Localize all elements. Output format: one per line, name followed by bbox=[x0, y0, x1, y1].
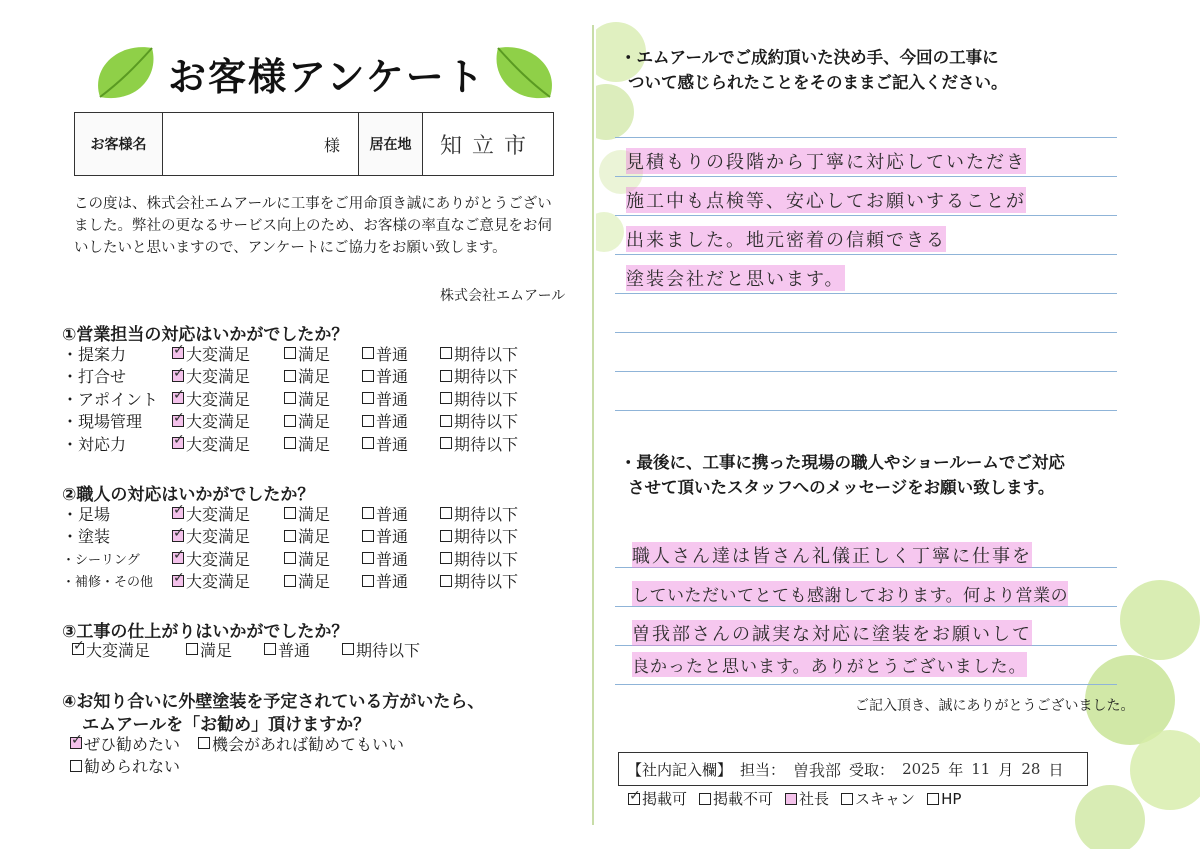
rating-option[interactable] bbox=[362, 502, 440, 525]
option-label: 普通 bbox=[376, 389, 409, 409]
option-label: ぜひ勧めたい bbox=[84, 734, 181, 754]
q2-title: ②職人の対応はいかがでしたか？ bbox=[62, 485, 315, 505]
row-label: ・シーリング bbox=[62, 552, 140, 568]
checked-checkbox[interactable] bbox=[70, 737, 82, 749]
checked-checkbox[interactable] bbox=[72, 643, 84, 655]
residence-label: 居在地 bbox=[359, 113, 423, 175]
office-flag[interactable] bbox=[628, 788, 687, 809]
rating-row bbox=[62, 547, 540, 570]
option-label: 期待以下 bbox=[454, 504, 519, 524]
checkbox[interactable] bbox=[362, 552, 374, 564]
option-label: 普通 bbox=[376, 434, 409, 454]
staff-value[interactable]: 曽我部 bbox=[793, 760, 842, 780]
checkbox[interactable] bbox=[362, 392, 374, 404]
row-label: ・打合せ bbox=[62, 367, 127, 387]
rating-row bbox=[62, 432, 540, 455]
checked-checkbox[interactable] bbox=[172, 530, 184, 542]
company-name: 株式会社エムアール bbox=[440, 288, 566, 304]
rating-option[interactable] bbox=[440, 387, 540, 410]
rating-option[interactable] bbox=[72, 638, 186, 661]
rating-option[interactable] bbox=[284, 569, 362, 592]
option-label: 期待以下 bbox=[454, 389, 519, 409]
option-label: 期待以下 bbox=[454, 527, 519, 547]
option-label: 大変満足 bbox=[186, 389, 251, 409]
rating-option[interactable] bbox=[186, 638, 264, 661]
q3-title: ③工事の仕上がりはいかがでしたか？ bbox=[62, 622, 349, 642]
q1-title: ①営業担当の対応はいかがでしたか？ bbox=[62, 325, 349, 345]
rating-option[interactable] bbox=[284, 409, 362, 432]
row-label: ・対応力 bbox=[62, 434, 127, 454]
rating-option[interactable] bbox=[440, 409, 540, 432]
q4-title-line1: ④お知り合いに外壁塗装を予定されている方がいたら、 bbox=[62, 692, 485, 712]
flag-label: 掲載不可 bbox=[713, 790, 774, 808]
checkbox[interactable] bbox=[362, 530, 374, 542]
month-unit: 月 bbox=[998, 760, 1014, 779]
row-label: ・提案力 bbox=[62, 344, 127, 364]
q6-answer-line: 職人さん達は皆さん礼儀正しく丁寧に仕事を bbox=[632, 542, 1032, 568]
option-label: 満足 bbox=[298, 527, 331, 547]
rating-row bbox=[62, 570, 540, 593]
rating-option[interactable] bbox=[440, 524, 540, 547]
rating-option[interactable] bbox=[362, 547, 440, 570]
rating-option[interactable] bbox=[362, 569, 440, 592]
option-label: 期待以下 bbox=[454, 344, 519, 364]
checkbox[interactable] bbox=[362, 415, 374, 427]
rating-option[interactable] bbox=[440, 547, 540, 570]
rating-option[interactable] bbox=[284, 547, 362, 570]
checked-checkbox[interactable] bbox=[172, 370, 184, 382]
option-label: 大変満足 bbox=[186, 549, 251, 569]
checkbox[interactable] bbox=[284, 347, 296, 359]
checkbox[interactable] bbox=[699, 793, 711, 805]
name-field[interactable] bbox=[163, 113, 359, 175]
rating-row bbox=[62, 365, 540, 388]
checked-checkbox[interactable] bbox=[172, 347, 184, 359]
option-label: 大変満足 bbox=[186, 344, 251, 364]
year-unit: 年 bbox=[948, 760, 964, 779]
flag-label: HP bbox=[941, 789, 962, 808]
rating-option[interactable] bbox=[284, 502, 362, 525]
checkbox[interactable] bbox=[70, 760, 82, 772]
recommend-option[interactable] bbox=[70, 754, 180, 777]
rating-option[interactable] bbox=[284, 387, 362, 410]
option-label: 期待以下 bbox=[454, 367, 519, 387]
rating-option[interactable] bbox=[440, 569, 540, 592]
q5-answer-line: 塗装会社だと思います。 bbox=[626, 265, 845, 291]
q6-title-line1: ・最後に、工事に携った現場の職人やショールームでご対応 bbox=[620, 453, 1065, 472]
q3-row bbox=[72, 638, 442, 661]
checked-checkbox[interactable] bbox=[172, 552, 184, 564]
option-label: 普通 bbox=[376, 367, 409, 387]
q5-title-line1: ・エムアールでご成約頂いた決め手、今回の工事に bbox=[620, 48, 999, 67]
q5-answer-line: 見積もりの段階から丁寧に対応していただき bbox=[626, 148, 1026, 174]
flag-label: スキャン bbox=[855, 790, 916, 808]
intro-text: この度は、株式会社エムアールに工事をご用命頂き誠にありがとうございました。弊社の更なるサービス向上のため、お客様の率直なご意見をお伺いしたいと思いますので、アンケートにご協力をお願い致します。 bbox=[74, 196, 552, 256]
office-flag[interactable] bbox=[841, 788, 915, 809]
option-label: 満足 bbox=[298, 434, 331, 454]
checked-checkbox[interactable] bbox=[172, 415, 184, 427]
date-year[interactable]: 2025 bbox=[902, 760, 941, 778]
q5-title-line2: ついて感じられたことをそのままご記入ください。 bbox=[628, 73, 1008, 92]
q4-title-line2: エムアールを「お勧め」頂けますか？ bbox=[82, 715, 371, 735]
day-unit: 日 bbox=[1048, 760, 1064, 779]
office-flag[interactable] bbox=[785, 788, 829, 809]
received-label: 受取： bbox=[849, 760, 895, 779]
rating-option[interactable] bbox=[284, 364, 362, 387]
q6-answer-line: 良かったと思います。ありがとうございました。 bbox=[632, 652, 1027, 677]
office-flags bbox=[628, 788, 961, 809]
checkbox[interactable] bbox=[440, 437, 452, 449]
option-label: 満足 bbox=[298, 504, 331, 524]
rating-option[interactable] bbox=[172, 569, 284, 592]
office-flag[interactable] bbox=[927, 788, 961, 809]
rating-option[interactable] bbox=[440, 502, 540, 525]
option-label: 普通 bbox=[376, 549, 409, 569]
option-label: 満足 bbox=[298, 549, 331, 569]
checked-checkbox[interactable] bbox=[172, 437, 184, 449]
checkbox[interactable] bbox=[440, 530, 452, 542]
option-label: 大変満足 bbox=[186, 412, 251, 432]
q5-answer-line: 出来ました。地元密着の信頼できる bbox=[626, 226, 946, 252]
rating-option[interactable] bbox=[342, 638, 442, 661]
option-label: 期待以下 bbox=[454, 572, 519, 592]
checkbox[interactable] bbox=[362, 507, 374, 519]
checkbox[interactable] bbox=[284, 437, 296, 449]
option-label: 大変満足 bbox=[186, 367, 251, 387]
rating-option[interactable] bbox=[362, 524, 440, 547]
option-label: 満足 bbox=[298, 367, 331, 387]
row-label: ・アポイント bbox=[62, 389, 159, 409]
option-label: 大変満足 bbox=[86, 640, 151, 660]
checkbox[interactable] bbox=[440, 507, 452, 519]
rating-option[interactable] bbox=[362, 409, 440, 432]
rating-row bbox=[62, 342, 540, 365]
rating-option[interactable] bbox=[284, 342, 362, 365]
option-label: 満足 bbox=[298, 389, 331, 409]
checked-checkbox[interactable] bbox=[628, 793, 640, 805]
checked-checkbox[interactable] bbox=[172, 392, 184, 404]
checkbox[interactable] bbox=[440, 347, 452, 359]
option-label: 普通 bbox=[376, 412, 409, 432]
checkbox[interactable] bbox=[362, 347, 374, 359]
checkbox[interactable] bbox=[342, 643, 354, 655]
q4-options bbox=[70, 732, 422, 777]
q5-answer-line: 施工中も点検等、安心してお願いすることが bbox=[626, 187, 1026, 213]
checkbox[interactable] bbox=[284, 392, 296, 404]
rating-option[interactable] bbox=[440, 342, 540, 365]
checkbox[interactable] bbox=[785, 793, 797, 805]
rating-row bbox=[62, 387, 540, 410]
q6-title-line2: させて頂いたスタッフへのメッセージをお願い致します。 bbox=[628, 478, 1055, 497]
name-suffix: 様 bbox=[323, 135, 340, 155]
rating-option[interactable] bbox=[172, 432, 284, 455]
rating-option[interactable] bbox=[362, 342, 440, 365]
checked-checkbox[interactable] bbox=[172, 507, 184, 519]
checkbox[interactable] bbox=[440, 575, 452, 587]
checkbox[interactable] bbox=[927, 793, 939, 805]
q6-answer-line: 曽我部さんの誠実な対応に塗装をお願いして bbox=[632, 620, 1032, 646]
recommend-option[interactable] bbox=[70, 732, 180, 755]
leaf-icon bbox=[490, 42, 560, 104]
option-label: 期待以下 bbox=[356, 640, 421, 660]
option-label: 満足 bbox=[298, 412, 331, 432]
option-label: 普通 bbox=[376, 527, 409, 547]
row-label: ・現場管理 bbox=[62, 412, 143, 432]
q1-rows bbox=[62, 342, 540, 455]
checkbox[interactable] bbox=[362, 370, 374, 382]
rating-option[interactable] bbox=[284, 524, 362, 547]
option-label: 満足 bbox=[200, 640, 233, 660]
rating-option[interactable] bbox=[362, 364, 440, 387]
recommend-option[interactable] bbox=[198, 732, 404, 755]
checkbox[interactable] bbox=[186, 643, 198, 655]
q6-answer-line: していただいてとても感謝しております。何より営業の bbox=[632, 581, 1068, 606]
option-label: 大変満足 bbox=[186, 504, 251, 524]
leaf-icon bbox=[90, 42, 160, 104]
rating-option[interactable] bbox=[172, 409, 284, 432]
checkbox[interactable] bbox=[284, 552, 296, 564]
option-label: 期待以下 bbox=[454, 434, 519, 454]
date-day[interactable]: 28 bbox=[1021, 760, 1041, 778]
rating-option[interactable] bbox=[172, 502, 284, 525]
rating-option[interactable] bbox=[172, 387, 284, 410]
option-label: 期待以下 bbox=[454, 412, 519, 432]
q2-rows bbox=[62, 502, 540, 592]
rating-option[interactable] bbox=[172, 342, 284, 365]
rating-row bbox=[62, 410, 540, 433]
checkbox[interactable] bbox=[362, 437, 374, 449]
rating-row bbox=[62, 525, 540, 548]
flag-label: 掲載可 bbox=[642, 790, 688, 808]
rating-option[interactable] bbox=[284, 432, 362, 455]
option-label: 勧められない bbox=[84, 757, 181, 777]
option-label: 大変満足 bbox=[186, 572, 251, 592]
checkbox[interactable] bbox=[284, 507, 296, 519]
rating-option[interactable] bbox=[362, 432, 440, 455]
office-label: 【社内記入欄】 bbox=[627, 760, 733, 779]
date-month[interactable]: 11 bbox=[971, 760, 991, 778]
staff-label: 担当： bbox=[740, 760, 786, 779]
page-title: お客様アンケート bbox=[168, 55, 486, 99]
checkbox[interactable] bbox=[264, 643, 276, 655]
name-label: お客様名 bbox=[75, 113, 163, 175]
customer-info-table bbox=[74, 112, 554, 176]
rating-option[interactable] bbox=[172, 364, 284, 387]
row-label: ・補修・その他 bbox=[62, 575, 154, 591]
checked-checkbox[interactable] bbox=[172, 575, 184, 587]
flag-label: 社長 bbox=[799, 790, 830, 808]
option-label: 普通 bbox=[376, 504, 409, 524]
checkbox[interactable] bbox=[284, 575, 296, 587]
office-flag[interactable] bbox=[699, 788, 773, 809]
rating-option[interactable] bbox=[264, 638, 342, 661]
option-label: 大変満足 bbox=[186, 434, 251, 454]
checkbox[interactable] bbox=[284, 415, 296, 427]
checkbox[interactable] bbox=[362, 575, 374, 587]
option-label: 大変満足 bbox=[186, 527, 251, 547]
checkbox[interactable] bbox=[284, 370, 296, 382]
option-label: 普通 bbox=[376, 572, 409, 592]
residence-value[interactable]: 知立市 bbox=[439, 133, 536, 159]
option-label: 普通 bbox=[278, 640, 311, 660]
rating-row bbox=[62, 502, 540, 525]
checkbox[interactable] bbox=[440, 370, 452, 382]
rating-option[interactable] bbox=[172, 547, 284, 570]
option-label: 満足 bbox=[298, 572, 331, 592]
rating-option[interactable] bbox=[440, 432, 540, 455]
rating-option[interactable] bbox=[440, 364, 540, 387]
divider bbox=[592, 25, 594, 825]
row-label: ・足場 bbox=[62, 504, 111, 524]
checkbox[interactable] bbox=[841, 793, 853, 805]
checkbox[interactable] bbox=[284, 530, 296, 542]
option-label: 機会があれば勧めてもいい bbox=[212, 734, 405, 754]
checkbox[interactable] bbox=[440, 552, 452, 564]
option-label: 普通 bbox=[376, 344, 409, 364]
thanks-text: ご記入頂き、誠にありがとうございました。 bbox=[855, 698, 1135, 714]
checkbox[interactable] bbox=[440, 415, 452, 427]
rating-option[interactable] bbox=[172, 524, 284, 547]
row-label: ・塗装 bbox=[62, 527, 111, 547]
checkbox[interactable] bbox=[440, 392, 452, 404]
rating-option[interactable] bbox=[362, 387, 440, 410]
option-label: 満足 bbox=[298, 344, 331, 364]
checkbox[interactable] bbox=[198, 737, 210, 749]
office-use-box bbox=[618, 752, 1088, 786]
option-label: 期待以下 bbox=[454, 549, 519, 569]
